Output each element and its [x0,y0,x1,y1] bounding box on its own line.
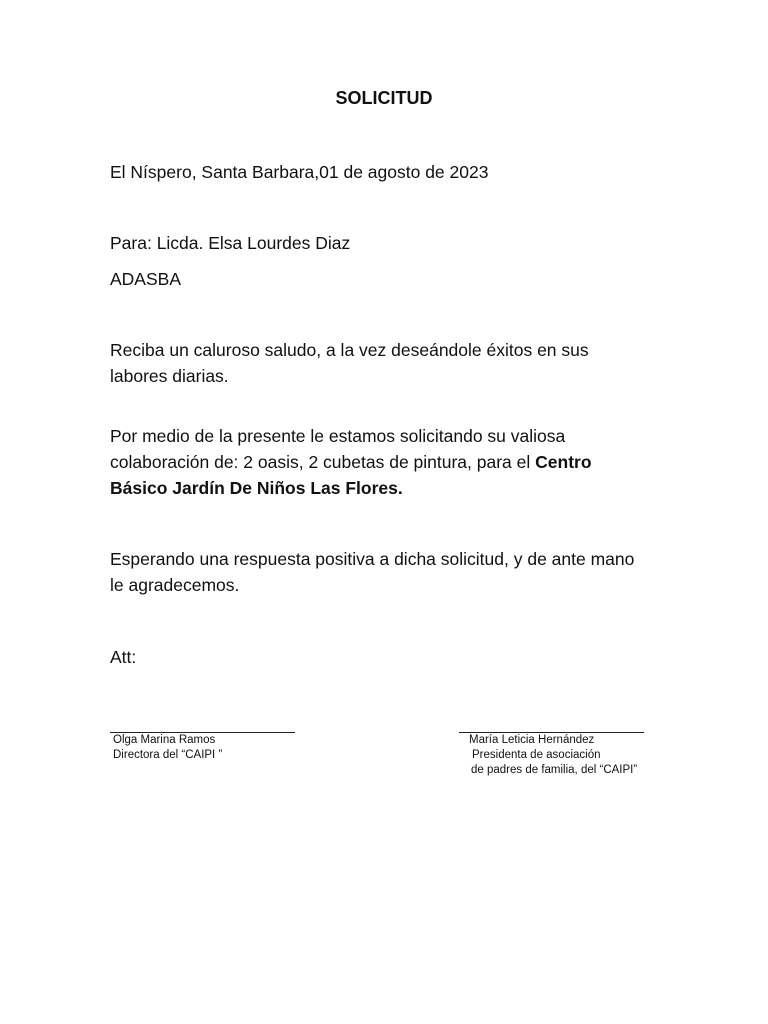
greeting-paragraph: Reciba un caluroso saludo, a la vez deseándole éxitos en sus labores diarias. [110,340,589,386]
signer-right-name: María Leticia Hernández [469,734,595,746]
att-line: Att: [110,647,137,667]
organization-line: ADASBA [110,269,181,289]
date-line: El Níspero, Santa Barbara,01 de agosto de 2023 [110,162,489,182]
recipient-line: Para: Licda. Elsa Lourdes Diaz [110,233,351,253]
signer-left-name: Olga Marina Ramos [113,734,216,746]
signer-left-role: Directora del “CAIPI ” [113,749,223,761]
signer-right-role-continued: de padres de familia, del “CAIPI” [471,764,638,776]
request-paragraph [110,423,650,501]
request-text: Por medio de la presente le estamos solicitando su valiosa colaboración de: 2 oasis, 2 cubetas de pintura, para el [110,426,566,472]
document-title: SOLICITUD [335,88,433,108]
signer-right-role: Presidenta de asociación [472,749,601,761]
beneficiary-name: Centro Básico Jardín De Niños Las Flores. [110,452,592,498]
closing-paragraph: Esperando una respuesta positiva a dicha solicitud, y de ante mano le agradecemos. [110,549,635,595]
